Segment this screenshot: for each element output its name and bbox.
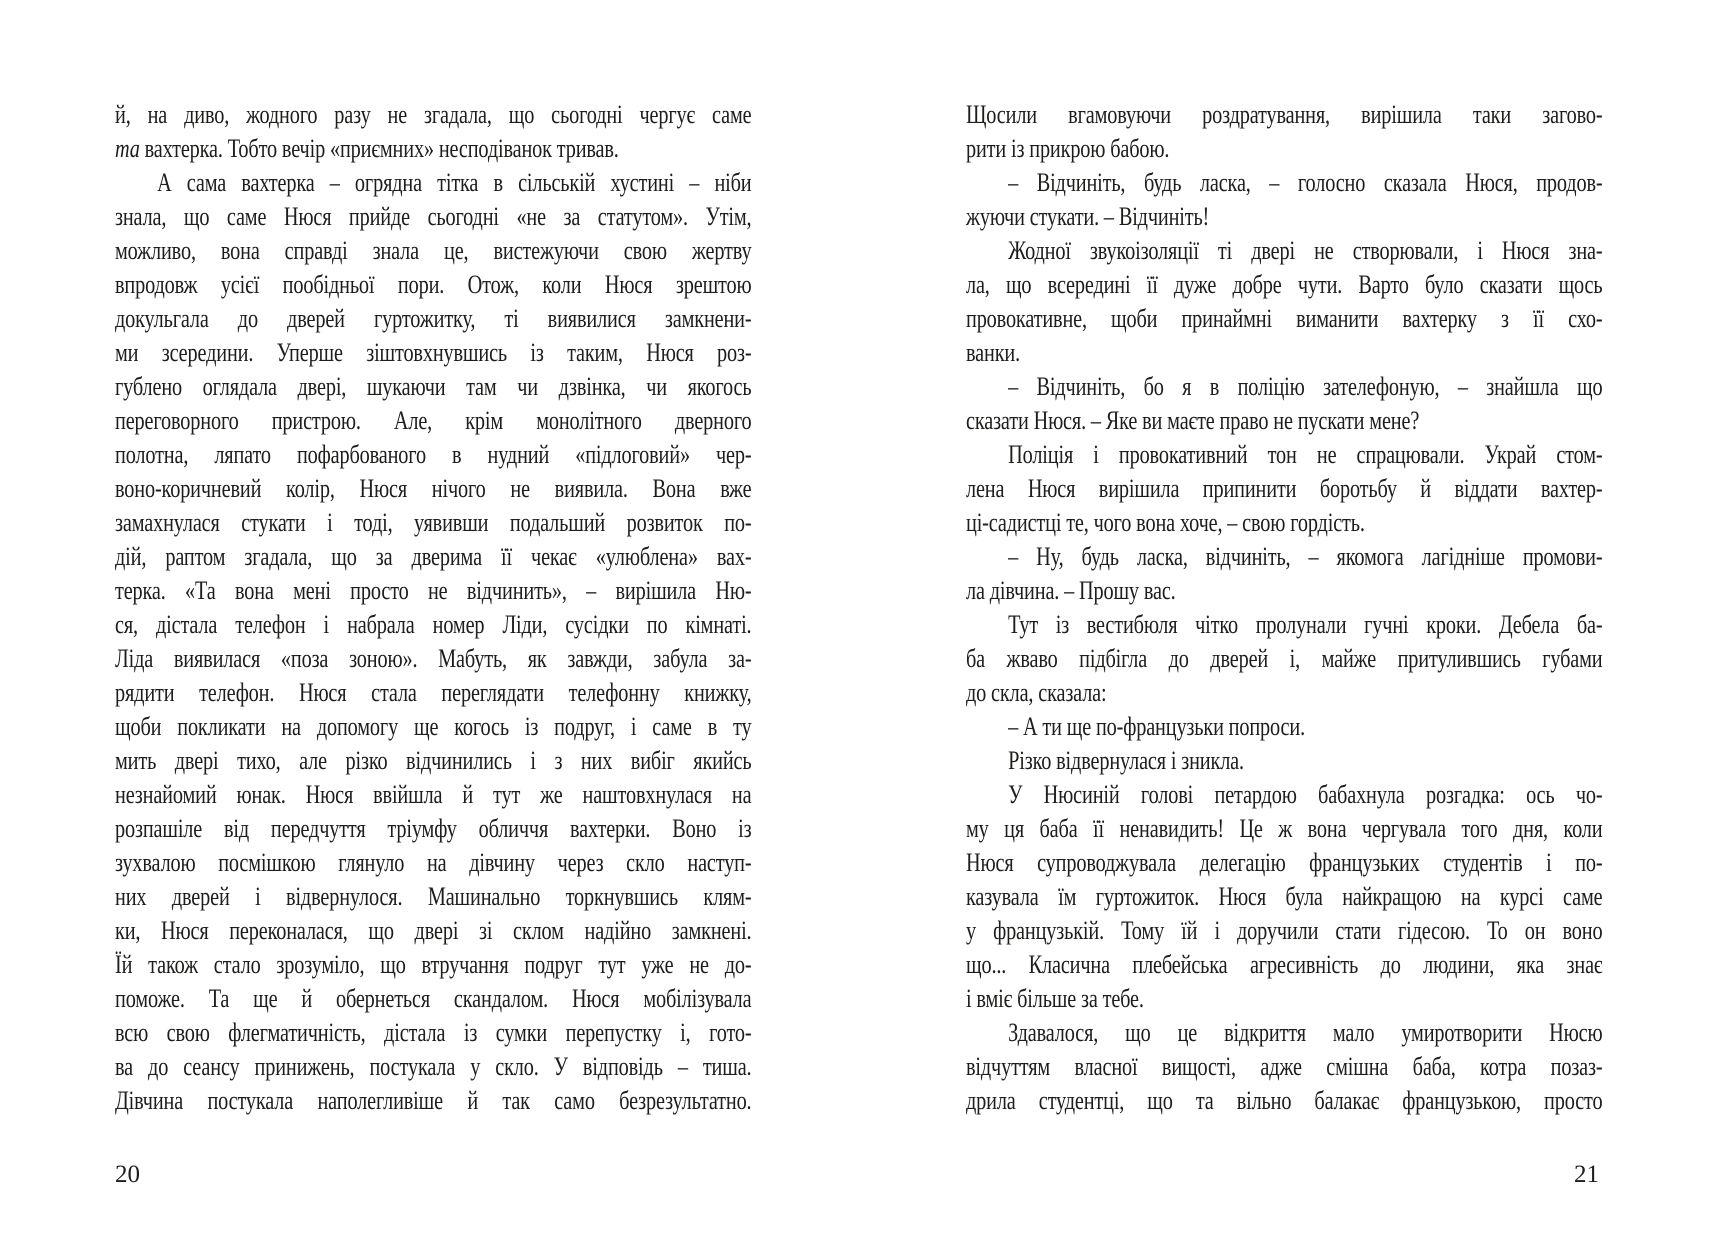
text-line: поможе. Та ще й обернеться скандалом. Нюся мобілізувала: [115, 984, 752, 1013]
text-line: сказати Нюся. – Яке ви маєте право не пускати мене?: [966, 406, 1420, 435]
text-line: мить двері тихо, але різко відчинились і з них вибіг якийсь: [115, 746, 752, 775]
text-line: Здавалося, що це відкриття мало умиротворити Нюсю: [1008, 1018, 1603, 1047]
text-line: дрила студентці, що та вільно балакає французькою, просто: [966, 1086, 1603, 1115]
text-line: терка. «Та вона мені просто не відчинить», – вирішила Ню-: [115, 576, 752, 605]
text-line: Тут із вестибюля чітко пролунали гучні кроки. Дебела ба-: [1008, 610, 1603, 639]
text-line: всю свою флегматичність, дістала із сумки перепустку і, гото-: [115, 1018, 752, 1047]
text-line: знала, що саме Нюся прийде сьогодні «не за статутом». Утім,: [115, 202, 752, 231]
text-line: до скла, сказала:: [966, 678, 1107, 707]
text-line: зухвалою посмішкою глянуло на дівчину через скло наступ-: [115, 848, 752, 877]
text-line: му ця баба її ненавидить! Це ж вона чергувала того дня, коли: [966, 814, 1603, 843]
text-line: впродовж усієї пообідньої пори. Отож, коли Нюся зрештою: [115, 270, 752, 299]
text-line: замахнулася стукати і тоді, уявивши подальший розвиток по-: [115, 508, 752, 537]
text-line: – Відчиніть, будь ласка, – голосно сказала Нюся, продов-: [1008, 168, 1603, 197]
text-line: розпашіле від передчуття тріумфу обличчя вахтерки. Воно із: [115, 814, 752, 843]
text-line: А сама вахтерка – огрядна тітка в сільській хустині – ніби: [157, 168, 752, 197]
text-line: ми зсередини. Уперше зіштовхнувшись із таким, Нюся роз-: [115, 338, 752, 367]
text-line: відчуттям власної вищості, адже смішна баба, котра позаз-: [966, 1052, 1603, 1081]
text-line: незнайомий юнак. Нюся ввійшла й тут же наштовхнулася на: [115, 780, 752, 809]
text-line: У Нюсиній голові петардою бабахнула розгадка: ось чо-: [1008, 780, 1603, 809]
text-line: ки, Нюся переконалася, що двері зі склом надійно замкнені.: [115, 916, 752, 945]
text-line: ванки.: [966, 338, 1021, 367]
text-line: полотна, ляпато пофарбованого в нудний «підлоговий» чер-: [115, 440, 752, 469]
text-line: Різко відвернулася і зникла.: [1008, 746, 1244, 775]
text-line: докульгала до дверей гуртожитку, ті виявилися замкнени-: [115, 304, 752, 333]
text-line: ба жваво підбігла до дверей і, майже притулившись губами: [966, 644, 1603, 673]
text-line: ла дівчина. – Прошу вас.: [966, 576, 1176, 605]
text-line: й, на диво, жодного разу не згадала, що сьогодні чергує саме: [115, 100, 752, 129]
text-line: Ліда виявилася «поза зоною». Мабуть, як завжди, забула за-: [115, 644, 752, 673]
text-line: та вахтерка. Тобто вечір «приємних» несподіванок тривав.: [115, 134, 619, 163]
text-line: – Відчиніть, бо я в поліцію зателефоную, – знайшла що: [1008, 372, 1603, 401]
text-line: Їй також стало зрозуміло, що втручання подруг тут уже не до-: [115, 950, 752, 979]
text-line: Поліція і провокативний тон не спрацювали. Украй стом-: [1008, 440, 1603, 469]
text-line: щоби покликати на допомогу ще когось із подруг, і саме в ту: [115, 712, 752, 741]
text-line: ла, що всередині її дуже добре чути. Варто було сказати щось: [966, 270, 1603, 299]
text-line: Нюся супроводжувала делегацію французьких студентів і по-: [966, 848, 1603, 877]
text-line: – Ну, будь ласка, відчиніть, – якомога лагідніше промови-: [1008, 542, 1603, 571]
text-line: провокативне, щоби принаймні виманити вахтерку з її схо-: [966, 304, 1603, 333]
page-number-right: 21: [1574, 1161, 1599, 1188]
text-line: – А ти ще по-французьки попроси.: [1008, 712, 1305, 741]
text-line: Дівчина постукала наполегливіше й так само безрезультатно.: [115, 1086, 752, 1115]
page-left-text-block: [115, 98, 755, 1118]
text-line: лена Нюся вирішила припинити боротьбу й віддати вахтер-: [966, 474, 1603, 503]
text-line: що... Класична плебейська агресивність до людини, яка знає: [966, 950, 1603, 979]
page-right-text-block: [966, 98, 1606, 1118]
text-line: можливо, вона справді знала це, вистежуючи свою жертву: [115, 236, 752, 265]
text-line: гублено оглядала двері, шукаючи там чи дзвінка, чи якогось: [115, 372, 752, 401]
text-line: жуючи стукати. – Відчиніть!: [966, 202, 1210, 231]
page-number-left: 20: [115, 1161, 140, 1188]
text-line: рядити телефон. Нюся стала переглядати телефонну книжку,: [115, 678, 752, 707]
text-line: казувала їм гуртожиток. Нюся була найкращою на курсі саме: [966, 882, 1603, 911]
text-line: ці-садистці те, чого вона хоче, – свою гордість.: [966, 508, 1365, 537]
text-line: у французькій. Тому їй і доручили стати гідесою. То он воно: [966, 916, 1603, 945]
text-line: дій, раптом згадала, що за дверима її чекає «улюблена» вах-: [115, 542, 752, 571]
text-line: Жодної звукоізоляції ті двері не створювали, і Нюся зна-: [1008, 236, 1603, 265]
text-line: ся, дістала телефон і набрала номер Ліди, сусідки по кімнаті.: [115, 610, 752, 639]
text-line: рити із прикрою бабою.: [966, 134, 1170, 163]
text-line: Щосили вгамовуючи роздратування, вирішила таки загово-: [966, 100, 1603, 129]
text-line: них дверей і відвернулося. Машинально торкнувшись клям-: [115, 882, 752, 911]
text-line: і вміє більше за тебе.: [966, 984, 1144, 1013]
text-line: воно-коричневий колір, Нюся нічого не виявила. Вона вже: [115, 474, 752, 503]
text-line: ва до сеансу принижень, постукала у скло. У відповідь – тиша.: [115, 1052, 752, 1081]
text-line: переговорного пристрою. Але, крім монолітного дверного: [115, 406, 752, 435]
